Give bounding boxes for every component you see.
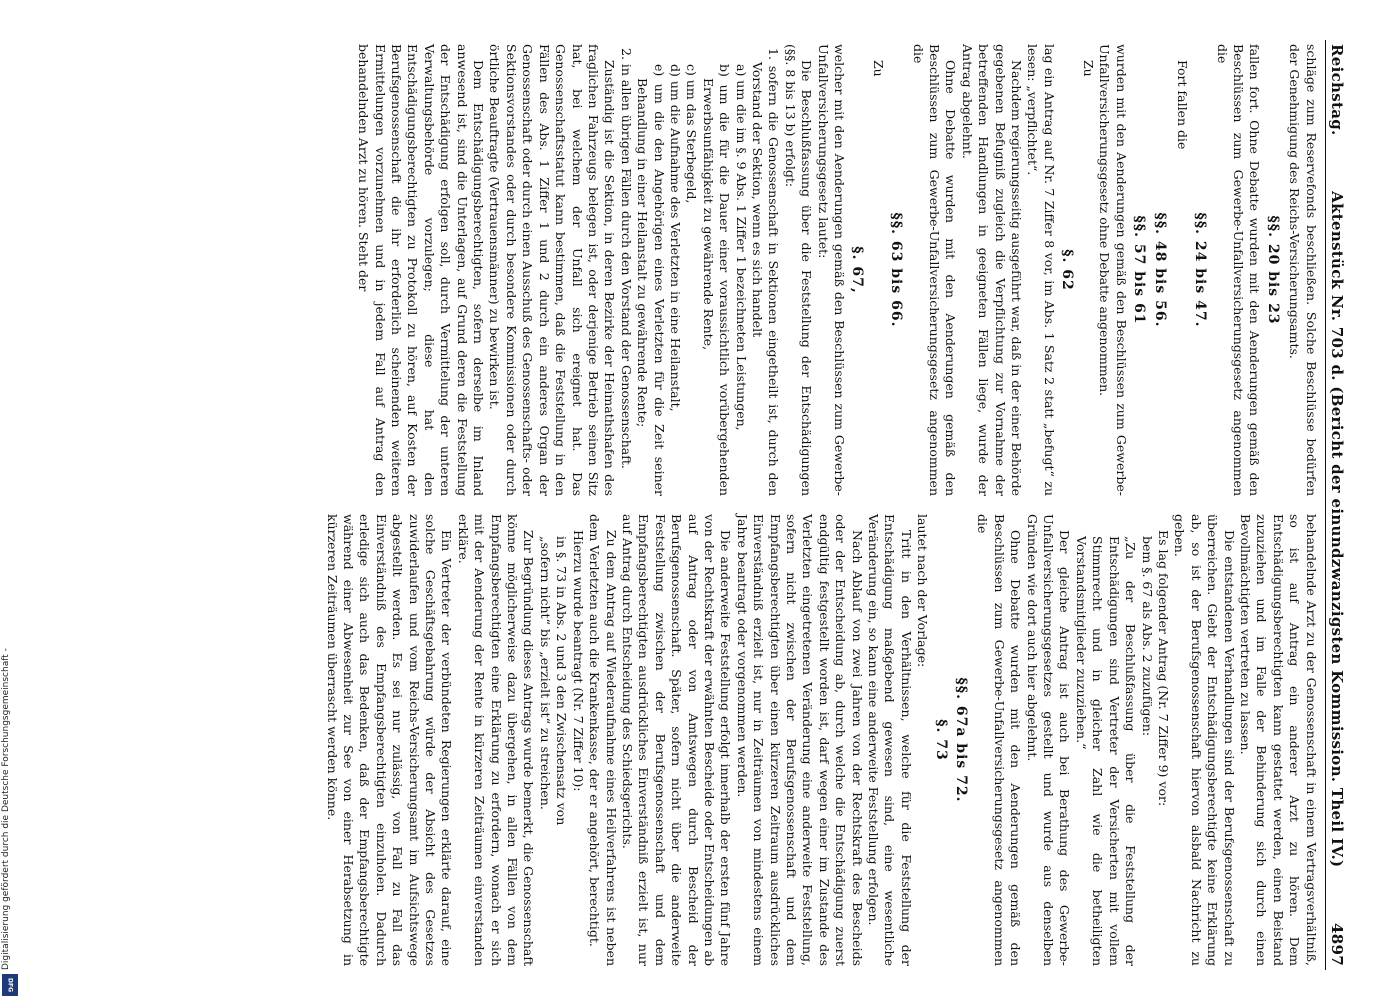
dfg-logo: DFG (2, 974, 18, 996)
paragraph: „sofern nicht“ bis „erzielt ist“ zu streichen. (537, 536, 553, 810)
paragraph: Zuständig ist die Sektion, in deren Bezirke der Heimathshafen des fraglichen Fahrzeugs belegen ist, oder derjenige Betrieb seinen Sitz hat, bei welchem der Unfall sich ereignet hat. Das Genossenschaftsstatut kann bestimmen, daß die Feststellung in den Fällen des Abs. 1 Ziffer 1 und 2 durch ein anderes Organ der Genossenschaft oder durch einen Ausschuß des Genossenschafts- oder Sektionsvorstandes oder durch besondere Kommissionen oder durch örtliche Beauftragte (Vertrauensmänner) zu bewirken ist. (487, 44, 618, 496)
paragraph: welcher mit den Aenderungen gemäß den Beschlüssen zum Gewerbe-Unfallversicherungsgesetz lautet: (815, 44, 848, 496)
paragraph: Nach Ablauf von zwei Jahren von der Rechtskraft des Bescheids oder der Entscheidung ab, durch welche die Entschädigung zuerst endgültig festgestellt worden ist, darf wegen einer im Zustande des Verletzten eingetretenen Veränderung eine anderweite Feststellung, sofern nicht zwischen der Berufsgenossenschaft und dem Empfangsberechtigten über einen kürzeren Zeitraum ausdrückliches Einverständniß erzielt ist, nur in Zeiträumen von mindestens einem Jahre beantragt oder vorgenommen werden. (734, 514, 865, 966)
section-heading: §§. 67a bis 72. (953, 677, 970, 803)
paragraph: Es lag folgender Antrag (Nr. 7 Ziffer 9) vor: (1155, 530, 1171, 807)
section-heading: §. 67, (849, 246, 866, 294)
paragraph: Fort fallen die (1174, 60, 1190, 150)
paragraph: Tritt in den Verhältnissen, welche für die Feststellung der Entschädigung maßgebend gewesen sind, eine wesentliche Veränderung ein, so kann eine anderweite Feststellung erfolgen. (866, 514, 914, 966)
text-columns (323, 40, 1324, 970)
section-heading: §. 62 (1059, 249, 1076, 291)
section-heading: §§. 24 bis 47. (1192, 212, 1209, 328)
header-middle: Aktenstück Nr. 703 d. (Bericht der einundzwanzigsten Kommission. Theil IV.) (1328, 191, 1346, 868)
section-heading: §§. 20 bis 23 (1264, 215, 1281, 325)
paragraph: Nachdem regierungsseitig ausgeführt war, daß in der einer Behörde gegebenen Befugniß zugleich die Verpflichtung zur Vornahme der betreffenden Handlungen in geeigneten Fällen liege, wurde der Antrag abgelehnt. (959, 44, 1025, 496)
list-item: d) um die Aufnahme des Verletzten in eine Heilanstalt, (667, 64, 683, 412)
header-left: Reichstag. (1328, 44, 1346, 136)
paragraph: Dem Entschädigungsberechtigten, sofern derselbe im Inland anwesend ist, sind die Unterlagen, auf Grund deren die Feststellung der Entschädigung erfolgen soll, durch Vermittelung der unteren Verwaltungsbehörde vorzulegen; diese hat den Entschädigungsberechtigten zu Protokoll zu hören, auf Kosten der Berufsgenossenschaft die ihr erforderlich scheinenden weiteren Ermittelungen vorzunehmen und in jedem Fall auf Antrag den behandelnden Arzt zu hören. Steht der (356, 44, 487, 496)
list-item: b) um die für die Dauer einer voraussichtlich vorübergehenden Erwerbsunfähigkeit zu gewährende Rente, (700, 64, 733, 496)
list-item: a) um die im §. 9 Abs. 1 Ziffer 1 bezeichneten Leistungen, (733, 64, 749, 431)
paragraph: Ein Vertreter der verbündeten Regierungen erklärte darauf, eine solche Geschäftsgebahrung würde der Absicht des Gesetzes zuwiderlaufen und vom Reichs-Versicherungsamt im Aufsichtswege abgestellt werden. Es sei nur zulässig, von Fall zu Fall das Einverständniß des Empfangsberechtigten einzuholen. Dadurch erledige sich auch das Bedenken, daß der Empfangsberechtigte während einer Abwesenheit zur See von einer Herabsetzung in kürzeren Zeiträumen überrascht werden könne. (324, 514, 455, 966)
paragraph: Zur Begründung dieses Antrags wurde bemerkt, die Genossenschaft könne möglicherweise dazu übergehen, in allen Fällen von dem Empfangsberechtigten eine Erklärung zu erfordern, wonach er sich mit der Aenderung der Rente in kürzeren Zeiträumen einverstanden erkläre. (455, 514, 537, 966)
paragraph: Die Beschlußfassung über die Feststellung der Entschädigungen (§§. 8 bis 13 b) erfolgt: (782, 44, 815, 496)
right-column (323, 514, 1318, 966)
section-heading: §§. 63 bis 66. (888, 212, 905, 328)
printed-page (95, 40, 1345, 970)
paragraph: wurden mit den Aenderungen gemäß den Beschlüssen zum Gewerbe-Unfallversicherungsgesetz ohne Debatte angenommen. (1097, 44, 1129, 496)
paragraph: in §. 73 in Abs. 2 und 3 den Zwischensatz von (554, 536, 570, 826)
paragraph: behandelnde Arzt zu der Genossenschaft in einem Vertragsverhältniß, so ist auf Antrag ein anderer Arzt zu hören. Dem Entschädigungsberechtigten kann gestattet werden, einen Beistand zuzuziehen und im Falle der Behinderung sich durch einen Bevollmächtigten vertreten zu lassen. (1237, 514, 1319, 966)
paragraph: lautet nach der Vorlage: (915, 514, 931, 668)
paragraph: Die entstandenen Verhandlungen sind der Berufsgenossenschaft zu überreichen. Giebt der Entschädigungsberechtigte keine Erklärung ab, so ist der Berufsgenossenschaft hiervon alsbald Nachricht zu geben. (1172, 514, 1237, 966)
paragraph: Zu dem Antrag auf Wiederaufnahme eines Heilverfahrens ist neben dem Verletzten auch die Krankenkasse, der er angehört, berechtigt. (587, 514, 619, 966)
paragraph: Ohne Debatte wurden mit den Aenderungen gemäß den Beschlüssen zum Gewerbe-Unfallversicherungsgesetz angenommen die (975, 514, 1024, 966)
list-item: c) um das Sterbegeld, (684, 64, 700, 204)
left-column (323, 44, 1318, 496)
paragraph: Die anderweite Feststellung erfolgt innerhalb der ersten fünf Jahre von der Rechtskraft der erwähnten Bescheide oder Entscheidungen ab auf Antrag oder von Amtswegen durch Bescheid der Berufsgenossenschaft. Später, sofern nicht über die anderweite Feststellung zwischen der Berufsgenossenschaft und dem Empfangsberechtigten ausdrückliches Einverständniß erzielt ist, nur auf Antrag durch Entscheidung des Schiedsgerichts. (619, 514, 734, 966)
quoted-amendment: „Zu der Beschlußfassung über die Feststellung der Entschädigungen sind Vertreter der Versicherten mit vollem Stimmrecht und in gleicher Zahl wie die betheiligten Vorstandsmitglieder zuzuziehen.“ (1073, 536, 1139, 966)
list-item: 2. in allen übrigen Fällen durch den Vorstand der Genossenschaft. (618, 48, 634, 469)
paragraph: bem §. 67 als Abs. 2 zuzufügen: (1139, 536, 1155, 737)
section-heading: §§. 57 bis 61 (1130, 215, 1147, 325)
paragraph: Hierzu wurde beantragt (Nr. 7 Ziffer 10): (570, 530, 586, 792)
running-head (1325, 40, 1345, 970)
paragraph: lag ein Antrag auf Nr. 7 Ziffer 8 vor, im Abs. 1 Satz 2 statt „befugt“ zu lesen: „verpflichtet“. (1025, 44, 1057, 496)
paragraph: Zu (1080, 60, 1096, 77)
paragraph: Der gleiche Antrag ist auch bei Berathung des Gewerbe-Unfallversicherungsgesetzes gestellt und wurde aus denselben Gründen wie dort auch hier abgelehnt. (1024, 514, 1073, 966)
side-strip: Digitalisierung gefördert durch die Deutsche Forschungsgemeinschaft - DFG (0, 0, 22, 1000)
paragraph: Ohne Debatte wurden mit den Aenderungen gemäß den Beschlüssen zum Gewerbe-Unfallversicherungsgesetz angenommen die (910, 44, 959, 496)
paragraph: schläge zum Reservefonds beschließen. Solche Beschlüsse bedürfen der Genehmigung des Reichs-Versicherungsamts. (1287, 44, 1319, 496)
page-wrap (95, 40, 1345, 970)
section-heading: §§. 48 bis 56. (1152, 212, 1169, 328)
page-number: 4897 (1328, 923, 1346, 966)
list-item: e) um die den Angehörigen eines Verletzten für die Zeit seiner Behandlung in einer Heilanstalt zu gewährende Rente; (635, 64, 667, 496)
paragraph: Zu (870, 60, 886, 77)
list-item: 1. sofern die Genossenschaft in Sektionen eingetheilt ist, durch den Vorstand der Sektion, wenn es sich handelt (750, 48, 782, 496)
paragraph: fallen fort. Ohne Debatte wurden mit den Aenderungen gemäß den Beschlüssen zum Gewerbe-Unfallversicherungsgesetz angenommen die (1214, 44, 1263, 496)
section-heading: §. 73 (932, 719, 949, 761)
